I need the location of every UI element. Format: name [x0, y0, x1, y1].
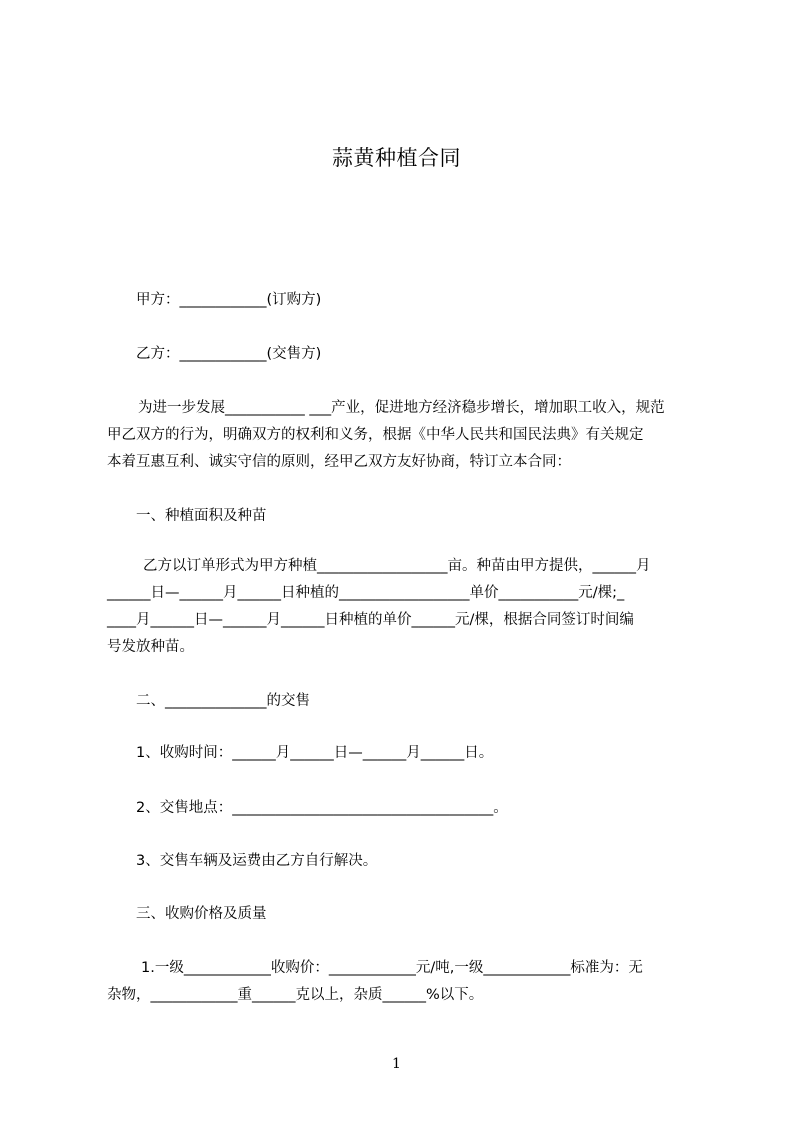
section-2-item-2: 2、交售地点：____________________________________。: [136, 800, 508, 816]
party-a-line: 甲方：____________(订购方): [136, 292, 322, 308]
section-1-heading: 一、种植面积及种苗: [136, 508, 267, 524]
document-title: 蒜黄种植合同: [332, 146, 461, 170]
intro-line-2: 甲乙双方的行为，明确双方的权利和义务，根据《中华人民共和国民法典》有关规定: [107, 427, 644, 443]
section-1-line-4: 号发放种苗。: [107, 639, 194, 655]
section-3-item-1-line-2: 杂物，____________重______克以上，杂质______%以下。: [107, 987, 484, 1003]
section-1-line-1: 乙方以订单形式为甲方种植__________________亩。种苗由甲方提供，______月: [143, 558, 651, 574]
section-1-line-2: ______日—______月______日种植的__________________单价___________元/棵;_: [107, 585, 625, 601]
page-number: 1: [392, 1056, 401, 1072]
section-3-heading: 三、收购价格及质量: [136, 906, 267, 922]
section-2-heading: 二、______________的交售: [136, 693, 310, 709]
intro-line-3: 本着互惠互利、诚实守信的原则，经甲乙双方友好协商，特订立本合同：: [107, 454, 571, 470]
intro-line-1: 为进一步发展___________ ___产业，促进地方经济稳步增长，增加职工收入，规范: [138, 400, 665, 416]
section-2-item-1: 1、收购时间：______月______日—______月______日。: [136, 745, 494, 761]
section-2-item-3: 3、交售车辆及运费由乙方自行解决。: [136, 853, 378, 869]
section-1-line-3: ____月______日—______月______日种植的单价______元/棵，根据合同签订时间编: [107, 612, 634, 628]
party-b-line: 乙方：____________(交售方): [136, 346, 322, 362]
section-3-item-1-line-1: 1.一级____________收购价：____________元/吨,一级____________标准为：无: [141, 960, 643, 976]
